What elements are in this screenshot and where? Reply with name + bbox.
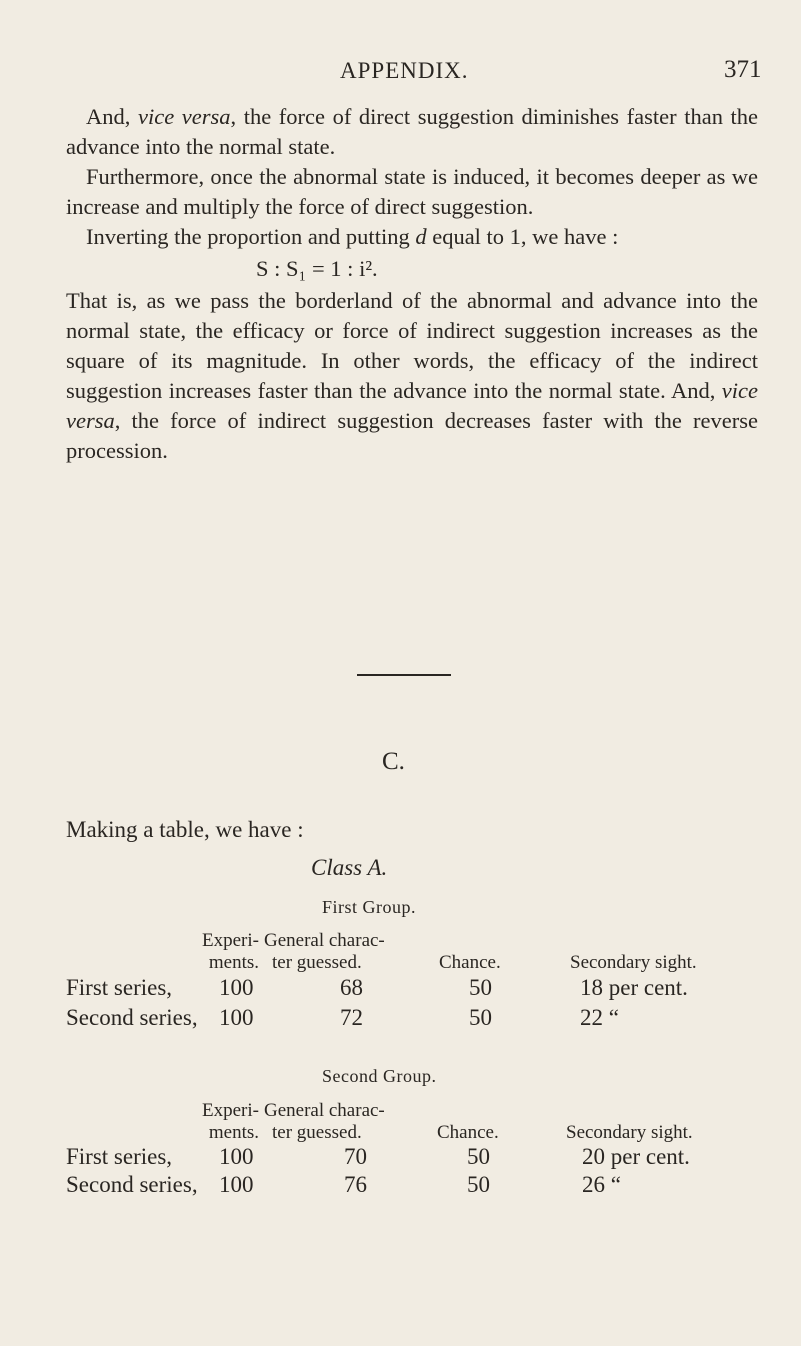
paragraph-1 [66, 102, 758, 162]
table-intro: Making a table, we have : [66, 817, 304, 842]
header-line: General charac- [264, 1100, 385, 1121]
italic-variable: d [415, 224, 427, 249]
guessed-value: 76 [344, 1172, 367, 1197]
body-text [66, 102, 758, 466]
group-title-text: First Group. [322, 897, 417, 917]
secondary-value: 26 “ [582, 1172, 621, 1197]
italic-phrase: vice versa [66, 378, 758, 433]
header-experiments [200, 931, 259, 973]
header-line: General charac- [264, 930, 385, 951]
secondary-value: 22 “ [580, 1005, 619, 1030]
text-run: , the force of indirect suggestion decreases faster with the reverse procession. [66, 408, 758, 463]
paragraph-3 [66, 222, 758, 252]
experiments-value: 100 [219, 1172, 254, 1197]
italic-phrase: vice versa [137, 104, 231, 129]
chance-value: 50 [469, 975, 492, 1000]
series-label: Second series, [66, 1005, 198, 1030]
section-letter: C. [382, 748, 405, 775]
header-experiments [200, 1101, 259, 1143]
text-run: Inverting the proportion and putting [86, 224, 416, 249]
guessed-value: 72 [340, 1005, 363, 1030]
header-line: ments. [208, 1122, 259, 1143]
header-line: Experi- [202, 930, 259, 951]
experiments-value: 100 [219, 975, 254, 1000]
page-number: 371 [724, 56, 762, 83]
header-line: Experi- [202, 1100, 259, 1121]
guessed-value: 70 [344, 1144, 367, 1169]
header-general [264, 1101, 385, 1143]
section-divider [357, 674, 451, 676]
guessed-value: 68 [340, 975, 363, 1000]
text-run: equal to 1, we have : [426, 224, 619, 249]
header-line: ter guessed. [272, 1122, 362, 1143]
header-general [264, 931, 385, 973]
text-run: And, [86, 104, 138, 129]
paragraph-2: Furthermore, once the abnormal state is induced, it becomes deeper as we increase and multiply the force of direct suggestion. [66, 164, 758, 219]
chance-value: 50 [469, 1005, 492, 1030]
header-line: ments. [208, 952, 259, 973]
header-chance: Chance. [439, 952, 501, 973]
header-secondary: Secondary sight. [570, 952, 697, 973]
page-header [0, 50, 801, 86]
header-secondary: Secondary sight. [566, 1122, 693, 1143]
series-label: Second series, [66, 1172, 198, 1197]
secondary-value: 20 per cent. [582, 1144, 690, 1169]
group-title-text: Second Group. [322, 1066, 437, 1086]
experiments-value: 100 [219, 1005, 254, 1030]
running-head: APPENDIX. [340, 58, 469, 83]
formula: S : S₁ = 1 : i². [256, 256, 378, 281]
series-label: First series, [66, 975, 173, 1000]
text-run: That is, as we pass the borderland of the abnormal and advance into the normal state, the efficacy or force of indirect suggestion increases as the square of its magnitude. In other words, the efficacy of the indirect suggestion increases faster than the advance into the normal state. And, [66, 288, 758, 403]
paragraph-4 [66, 286, 758, 466]
text-run: , the force of direct suggestion diminishes faster than the advance into the normal state. [66, 104, 759, 159]
series-label: First series, [66, 1144, 173, 1169]
header-chance: Chance. [437, 1122, 499, 1143]
class-title: Class A. [311, 855, 388, 880]
chance-value: 50 [467, 1172, 490, 1197]
chance-value: 50 [467, 1144, 490, 1169]
secondary-value: 18 per cent. [580, 975, 688, 1000]
header-line: ter guessed. [272, 952, 362, 973]
experiments-value: 100 [219, 1144, 254, 1169]
